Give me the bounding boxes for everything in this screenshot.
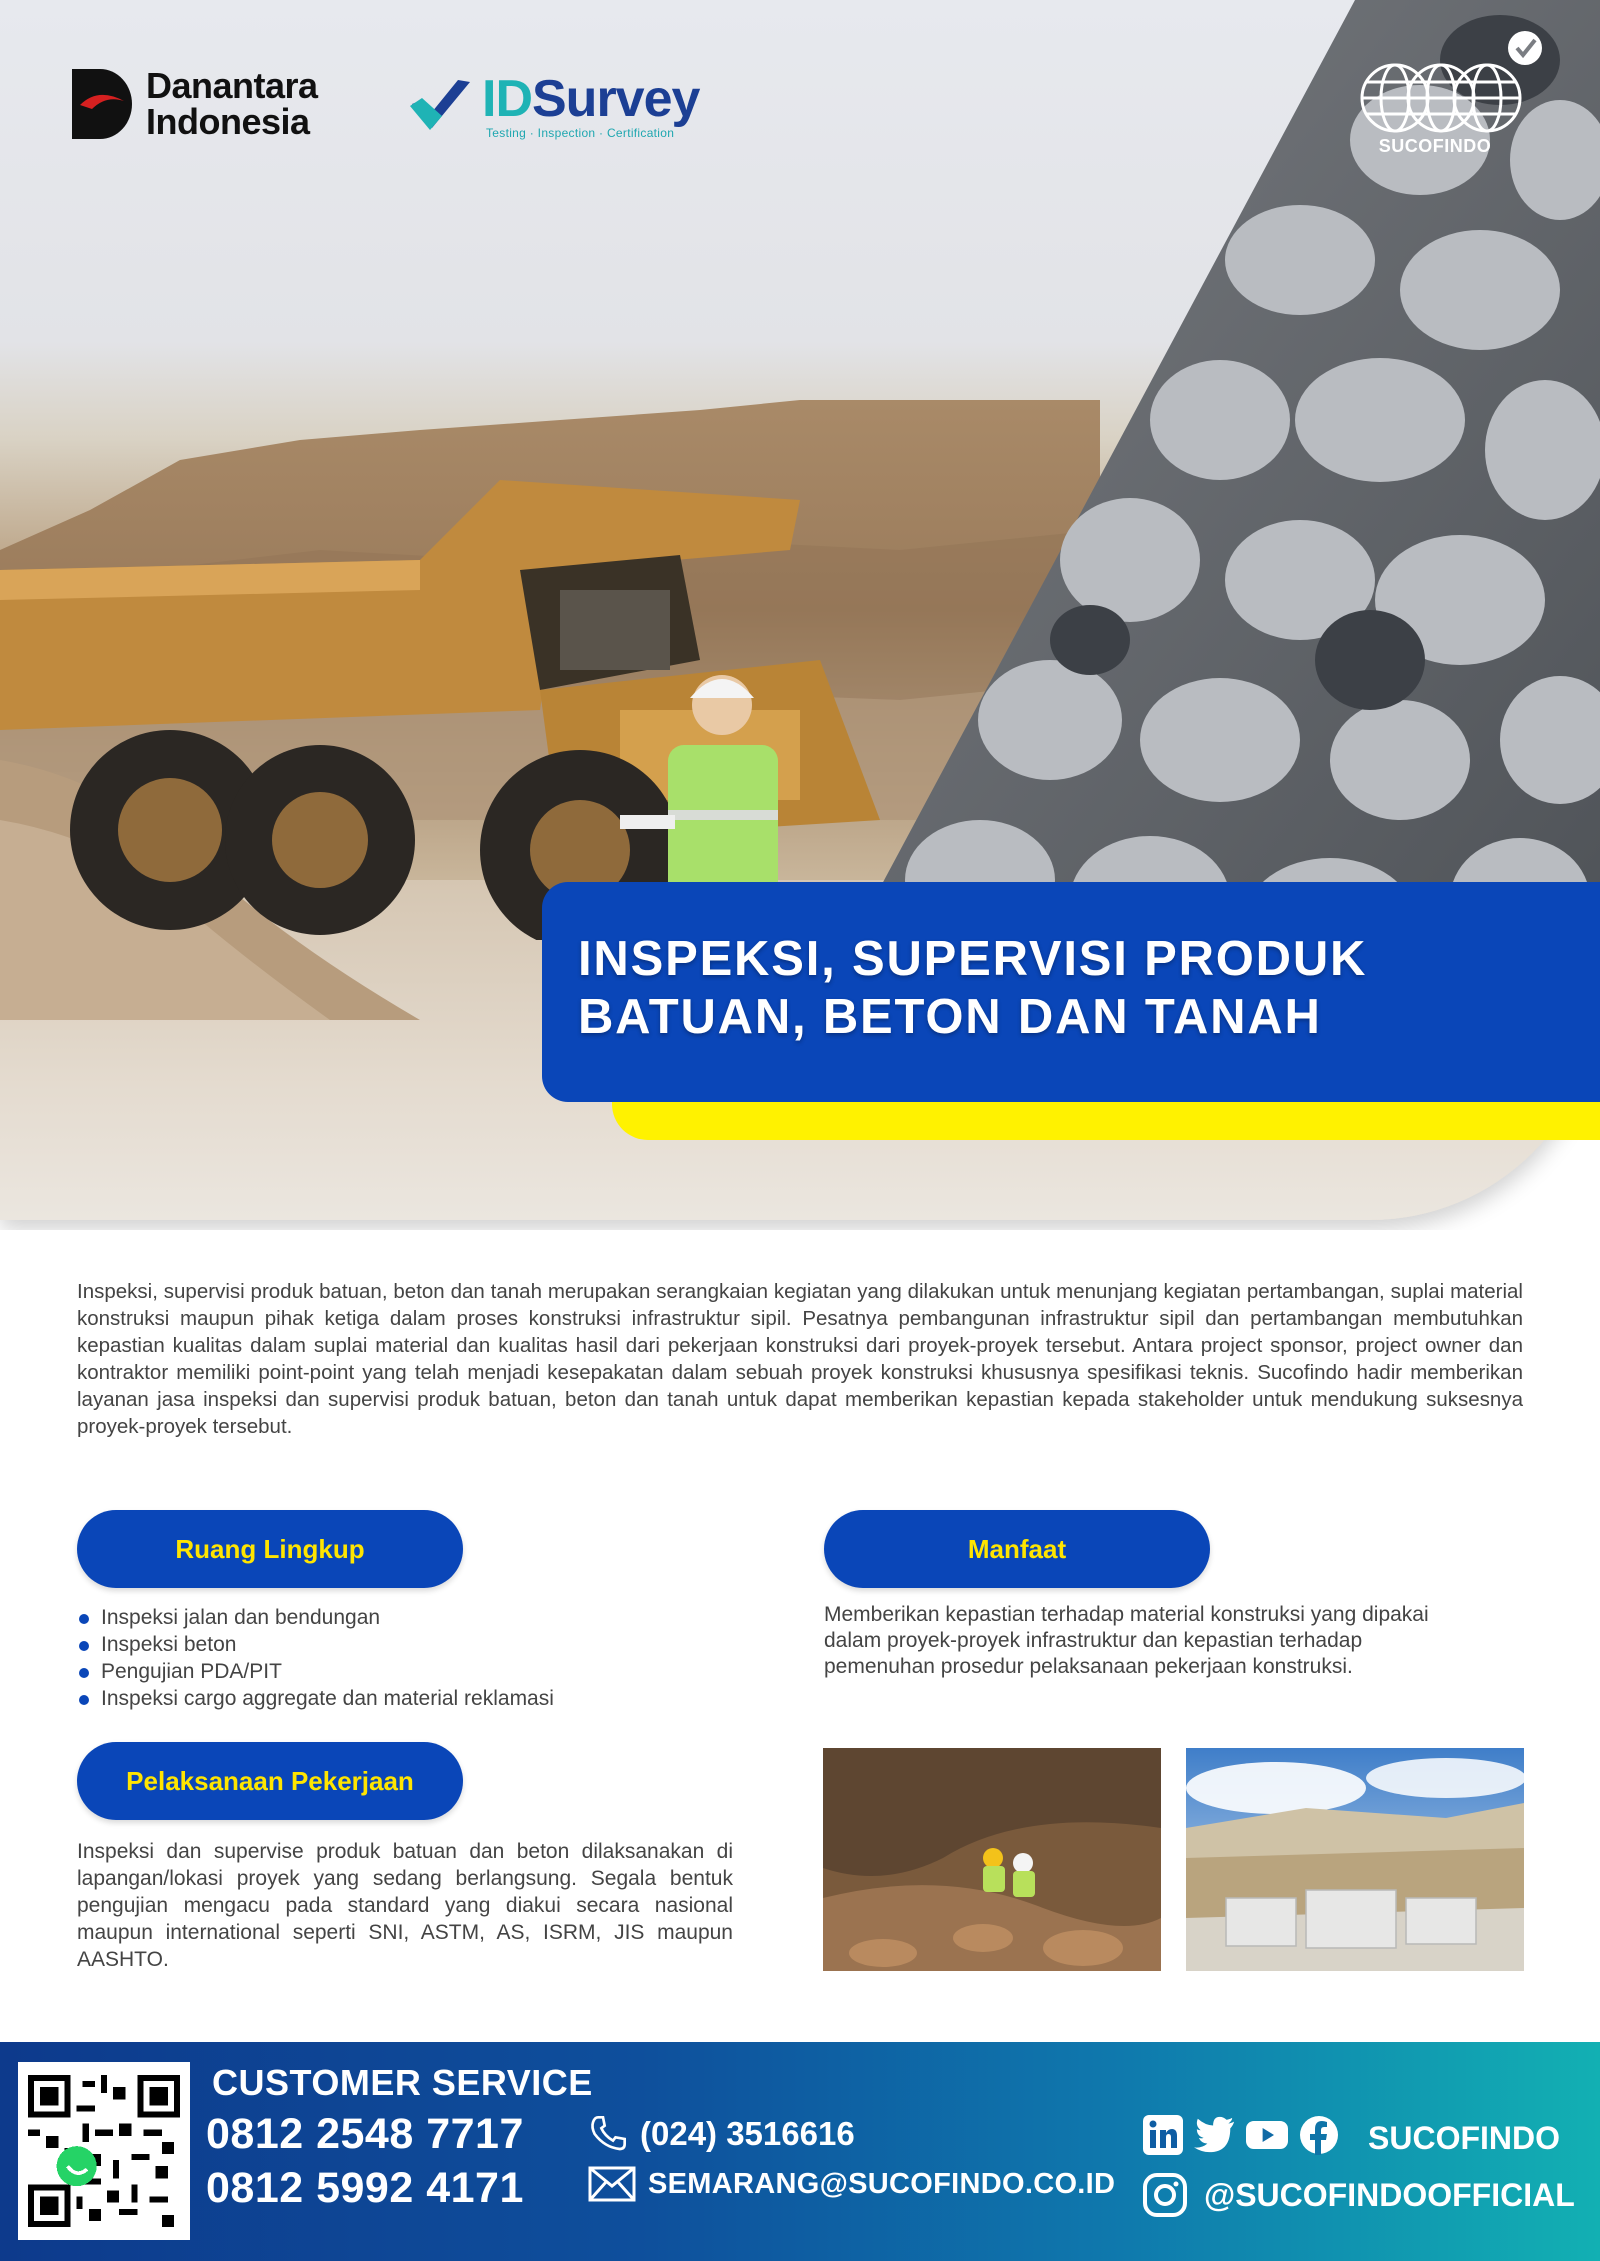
danantara-mark-icon <box>72 69 132 139</box>
email-contact[interactable] <box>588 2166 1115 2202</box>
phone-icon <box>588 2114 628 2154</box>
mail-icon <box>588 2166 636 2202</box>
phone-number-2[interactable]: 0812 5992 4171 <box>206 2164 524 2212</box>
manfaat-paragraph: Memberikan kepastian terhadap material konstruksi yang dipakai dalam proyek-proyek infrastruktur dan kepastian terhadap pemenuhan prosedur pelaksanaan pekerjaan konstruksi. <box>824 1603 1429 1678</box>
page-title-line-2: BATUAN, BETON DAN TANAH <box>578 990 1322 1044</box>
sucofindo-wordmark: SUCOFINDO <box>1378 136 1492 156</box>
excavation-image <box>823 1748 1161 1971</box>
list-item: Inspeksi jalan dan bendungan <box>77 1604 554 1631</box>
telephone-contact[interactable] <box>588 2114 855 2154</box>
customer-service-title: CUSTOMER SERVICE <box>212 2062 593 2103</box>
telephone-number: (024) 3516616 <box>640 2115 855 2152</box>
idsurvey-tagline: Testing · Inspection · Certification <box>486 126 675 140</box>
facebook-icon[interactable] <box>1298 2114 1340 2156</box>
footer-contact-bar <box>0 2042 1600 2261</box>
qr-code-icon <box>28 2072 180 2230</box>
danantara-word-1: Danantara <box>146 65 318 106</box>
danantara-logo <box>72 65 318 142</box>
instagram-icon <box>1142 2172 1188 2218</box>
idsurvey-logo <box>408 72 699 140</box>
sucofindo-globe-icon <box>1355 28 1555 138</box>
pelaksanaan-heading <box>77 1742 463 1820</box>
idsurvey-id-text: ID <box>482 70 532 128</box>
manfaat-label: Manfaat <box>967 1533 1067 1564</box>
phone-number-1[interactable]: 0812 2548 7717 <box>206 2110 524 2158</box>
sucofindo-logo <box>1355 28 1555 168</box>
intro-paragraph: Inspeksi, supervisi produk batuan, beton dan tanah merupakan serangkaian kegiatan yang dilakukan untuk menunjang kegiatan pertambangan, suplai material konstruksi maupun pihak ketiga dalam proses konstruksi infrastruktur sipil. Pesatnya pembangunan infrastruktur sipil dan pertambangan membutuhkan kepastian kualitas dalam suplai material dan kualitas hasil dari pekerjaan konstruksi dari proyek-proyek tersebut. Antara project sponsor, project owner dan kontraktor memiliki point-point yang telah menjadi kesepakatan dalam sebuah proyek konstruksi khususnya spesifikasi teknis. Sucofindo hadir memberikan layanan jasa inspeksi dan supervisi produk batuan, beton dan tanah untuk dapat memberikan kepastian kepada stakeholder untuk mendukung suksesnya proyek-proyek tersebut. <box>77 1280 1523 1438</box>
list-item: Inspeksi cargo aggregate dan material reklamasi <box>77 1685 554 1712</box>
list-item: Pengujian PDA/PIT <box>77 1658 554 1685</box>
qr-code[interactable] <box>18 2062 190 2240</box>
manfaat-heading <box>824 1510 1210 1588</box>
pelaksanaan-label: Pelaksanaan Pekerjaan <box>126 1765 414 1796</box>
marble-quarry-photo <box>1186 1748 1524 1971</box>
social-links <box>1142 2112 1560 2157</box>
ruang-lingkup-label: Ruang Lingkup <box>175 1533 365 1564</box>
idsurvey-survey-text: Survey <box>532 70 700 128</box>
danantara-word-2: Indonesia <box>146 101 310 142</box>
excavation-photo <box>823 1748 1161 1971</box>
page-title-line-1: INSPEKSI, SUPERVISI PRODUK <box>578 932 1368 986</box>
list-item: Inspeksi beton <box>77 1631 554 1658</box>
idsurvey-check-icon <box>408 76 474 136</box>
scope-list <box>77 1604 554 1712</box>
title-banner <box>542 882 1600 1102</box>
pelaksanaan-paragraph: Inspeksi dan supervise produk batuan dan beton dilaksanakan di lapangan/lokasi proyek yang sedang berlangsung. Segala bentuk pengujian mengacu pada standard yang diakui secara nasional maupun international seperti SNI, ASTM, AS, ISRM, JIS maupun AASHTO. <box>77 1840 733 1971</box>
linkedin-icon[interactable] <box>1142 2114 1184 2156</box>
youtube-icon[interactable] <box>1246 2114 1288 2156</box>
danantara-wordmark <box>146 65 318 142</box>
instagram-contact[interactable] <box>1142 2172 1575 2218</box>
instagram-handle: @SUCOFINDOOFFICIAL <box>1204 2176 1575 2213</box>
social-handle-name: SUCOFINDO <box>1368 2120 1560 2156</box>
ruang-lingkup-heading <box>77 1510 463 1588</box>
twitter-icon[interactable] <box>1194 2114 1236 2156</box>
email-address: SEMARANG@SUCOFINDO.CO.ID <box>648 2167 1116 2200</box>
marble-quarry-image <box>1186 1748 1524 1971</box>
